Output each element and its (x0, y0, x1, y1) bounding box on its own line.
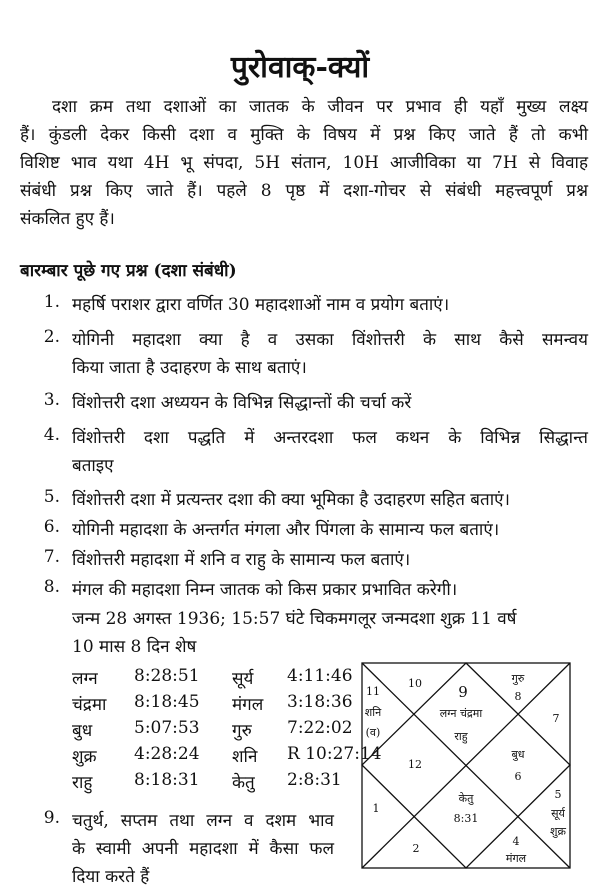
planet-name: सूर्य (232, 669, 254, 689)
house-number: 4 (512, 835, 520, 848)
intro-line: संकलित हुए हैं। (20, 209, 115, 229)
planet-name: मंगल (232, 695, 264, 715)
planet-name: शनि (232, 747, 258, 767)
planet-name: केतु (232, 773, 255, 793)
question-number: 9. (43, 808, 60, 828)
question-number: 6. (43, 517, 60, 537)
question-number: 7. (43, 547, 60, 567)
house-planets: (व) (365, 726, 381, 739)
house-planets: मंगल (505, 852, 527, 865)
house-planets: बुध (511, 748, 525, 761)
house-planets: 8:31 (453, 812, 479, 825)
planet-name: चंद्रमा (72, 695, 107, 715)
question-text: महर्षि पराशर द्वारा वर्णित 30 महादशाओं नाम व प्रयोग बताएं। (72, 295, 450, 315)
question-number: 5. (43, 487, 60, 507)
question-text: बताइए (72, 456, 114, 476)
question-number: 8. (43, 577, 60, 597)
page-title: पुरोवाक्-क्यों (230, 50, 370, 85)
question-text: चतुर्थ, सप्तम तथा लग्न व दशम भाव (72, 811, 334, 831)
planet-name: लग्न (72, 669, 98, 689)
house-planets: शनि (364, 706, 382, 719)
section-heading: बारम्बार पूछे गए प्रश्न (दशा संबंधी) (20, 261, 237, 281)
question-text: विंशोत्तरी महादशा में शनि व राहु के सामान्य फल बताएं। (72, 550, 411, 570)
house-number: 9 (458, 683, 468, 701)
question-number: 3. (43, 390, 60, 410)
planet-degree: 2:8:31 (287, 770, 342, 790)
planet-degree: 4:28:24 (134, 744, 200, 764)
planet-name: राहु (72, 773, 93, 793)
planet-degree: 3:18:36 (287, 692, 353, 712)
question-text: जन्म 28 अगस्त 1936; 15:57 घंटे चिकमगलूर जन्मदशा शुक्र 11 वर्ष (72, 609, 517, 629)
house-planets: लग्न चंद्रमा (439, 707, 483, 720)
house-number: 6 (514, 770, 522, 783)
question-number: 4. (43, 425, 60, 445)
birth-chart (361, 662, 571, 869)
planet-name: शुक्र (72, 747, 97, 767)
house-number: 10 (408, 677, 422, 690)
question-text: योगिनी महादशा क्या है व उसका विंशोत्तरी के साथ कैसे समन्वय (72, 330, 588, 350)
house-planets: शुक्र (550, 825, 566, 838)
house-planets: राहु (454, 730, 468, 743)
planet-degree: 8:18:31 (134, 770, 200, 790)
question-number: 2. (43, 327, 60, 347)
question-text: विंशोत्तरी दशा अध्ययन के विभिन्न सिद्धान्तों की चर्चा करें (72, 393, 412, 413)
house-number: 12 (408, 758, 422, 771)
question-text: के स्वामी अपनी महादशा में कैसा फल (72, 839, 334, 859)
house-number: 5 (554, 788, 562, 801)
question-text: विंशोत्तरी दशा पद्धति में अन्तरदशा फल कथन के विभिन्न सिद्धान्त (72, 428, 588, 448)
intro-line: दशा क्रम तथा दशाओं का जातक के जीवन पर प्रभाव ही यहाँ मुख्य लक्ष्य (52, 97, 588, 117)
house-planets: सूर्य (551, 807, 565, 820)
house-planets: गुरु (511, 672, 525, 685)
intro-line: हैं। कुंडली देकर किसी दशा व मुक्ति के विषय में प्रश्न किए जाते हैं तो कभी (20, 125, 588, 145)
question-text: विंशोत्तरी दशा में प्रत्यन्तर दशा की क्या भूमिका है उदाहरण सहित बताएं। (72, 490, 510, 510)
house-planets: केतु (458, 792, 474, 805)
question-text: मंगल की महादशा निम्न जातक को किस प्रकार प्रभावित करेगी। (72, 580, 458, 600)
intro-line: विशिष्ट भाव यथा 4H भू संपदा, 5H संतान, 10H आजीविका या 7H से विवाह (20, 153, 588, 173)
planet-name: गुरु (232, 721, 252, 741)
planet-degree: 4:11:46 (287, 666, 353, 686)
planet-degree: 5:07:53 (134, 718, 200, 738)
planet-degree: 7:22:02 (287, 718, 353, 738)
house-number: 1 (372, 802, 380, 815)
planet-degree: 8:28:51 (134, 666, 200, 686)
question-text: योगिनी महादशा के अन्तर्गत मंगला और पिंगला के सामान्य फल बताएं। (72, 520, 500, 540)
question-text: दिया करते हैं (72, 867, 150, 887)
house-number: 8 (514, 690, 522, 703)
house-number: 7 (552, 712, 560, 725)
house-number: 11 (366, 685, 380, 698)
intro-line: संबंधी प्रश्न किए जाते हैं। पहले 8 पृष्ठ में दशा-गोचर से संबंधी महत्त्वपूर्ण प्रश्न (20, 181, 588, 201)
planet-degree: 8:18:45 (134, 692, 200, 712)
question-text: 10 मास 8 दिन शेष (72, 637, 197, 657)
planet-degree: R 10:27:14 (287, 744, 382, 764)
planet-name: बुध (72, 721, 93, 741)
question-text: किया जाता है उदाहरण के साथ बताएं। (72, 358, 307, 378)
question-number: 1. (43, 292, 60, 312)
house-number: 2 (412, 842, 420, 855)
